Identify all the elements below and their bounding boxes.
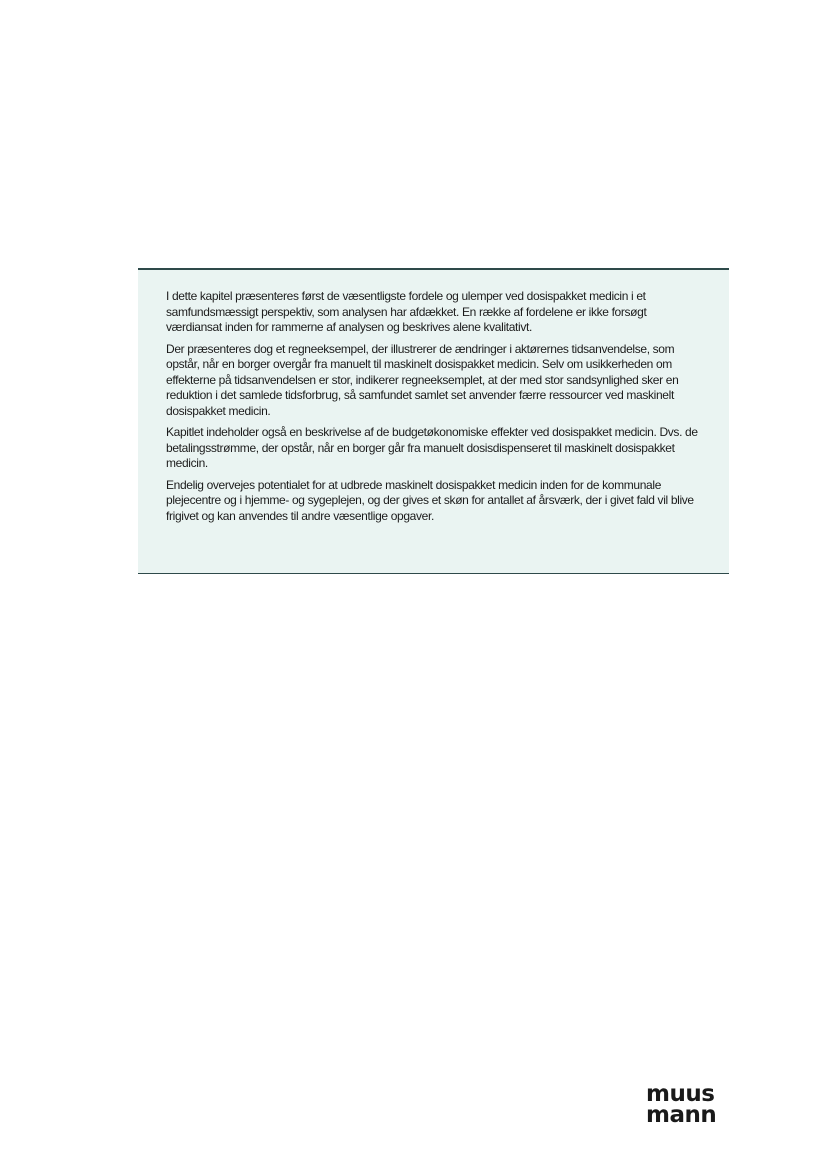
summary-paragraph-2: Der præsenteres dog et regneeksempel, der illustrerer de ændringer i aktørernes tidsanvendelse, som opstår, når en borger overgår fra manuelt til maskinelt dosispakket medicin. Selv om usikkerheden om effekterne på tidsanvendelsen er stor, indikerer regneeksemplet, at der med stor sandsynlighed sker en reduktion i det samlede tidsforbrug, så samfundet samlet set anvender færre ressourcer ved maskinelt dosispakket medicin. bbox=[166, 341, 679, 418]
logo-line-1: muus bbox=[646, 1081, 715, 1107]
logo-line-2: mann bbox=[646, 1102, 717, 1128]
muusmann-logo bbox=[646, 1081, 717, 1128]
chapter-summary-box bbox=[138, 268, 729, 574]
summary-paragraph-3: Kapitlet indeholder også en beskrivelse af de budgetøkonomiske effekter ved dosispakket medicin. Dvs. de betalingsstrømme, der opstår, når en borger går fra manuelt dosisdispenseret til maskinelt dosispakket medicin. bbox=[166, 425, 698, 470]
summary-paragraph-1: I dette kapitel præsenteres først de væsentligste fordele og ulemper ved dosispakket medicin i et samfundsmæssigt perspektiv, som analysen har afdækket. En række af fordelene er ikke forsøgt værdiansat inden for rammerne af analysen og beskrives alene kvalitativt. bbox=[166, 289, 647, 334]
summary-paragraph-4: Endelig overvejes potentialet for at udbrede maskinelt dosispakket medicin inden for de kommunale plejecentre og i hjemme- og sygeplejen, og der gives et skøn for antallet af årsværk, der i givet fald vil blive frigivet og kan anvendes til andre væsentlige opgaver. bbox=[166, 477, 694, 523]
